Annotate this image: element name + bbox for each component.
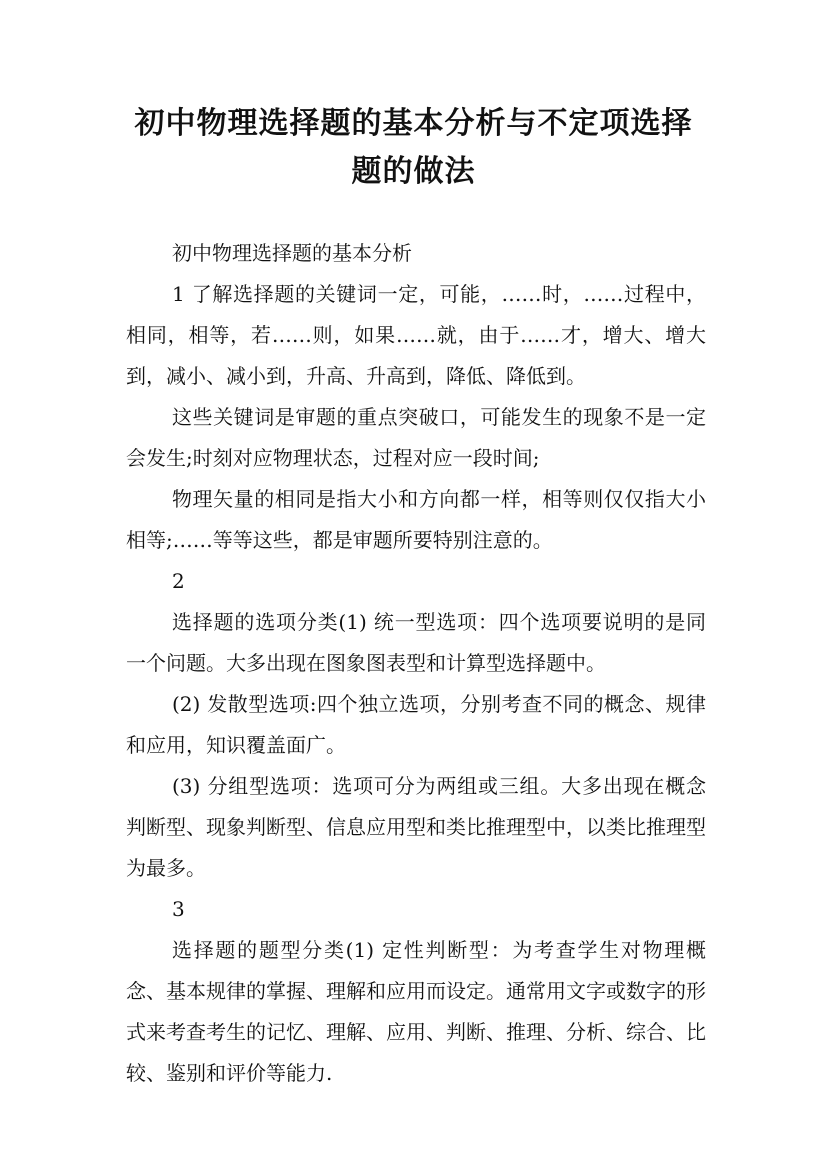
section-number-2: 2 (172, 569, 185, 593)
paragraph-grouped-options: (3) 分组型选项：选项可分为两组或三组。大多出现在概念判断型、现象判断型、信息应用型和类比推理型中，以类比推理型为最多。 (126, 774, 706, 880)
paragraph-divergent-options: (2) 发散型选项:四个独立选项，分别考查不同的概念、规律和应用，知识覆盖面广。 (126, 692, 706, 757)
section-number-3: 3 (172, 897, 185, 921)
paragraph-intro-heading: 初中物理选择题的基本分析 (172, 241, 412, 265)
document-title (110, 100, 717, 196)
title-line-2: 题的做法 (351, 154, 476, 189)
paragraph-vector-note: 物理矢量的相同是指大小和方向都一样，相等则仅仅指大小相等;……等等这些，都是审题所要特别注意的。 (126, 487, 706, 552)
document-body (126, 233, 706, 1094)
paragraph-option-classification: 选择题的选项分类(1) 统一型选项：四个选项要说明的是同一个问题。大多出现在图象图表型和计算型选择题中。 (126, 610, 706, 675)
paragraph-keywords: 1 了解选择题的关键词一定，可能，……时，……过程中，相同，相等，若……则，如果……就，由于……才，增大、增大到，减小、减小到，升高、升高到，降低、降低到。 (126, 282, 706, 388)
title-line-1: 初中物理选择题的基本分析与不定项选择 (134, 106, 693, 141)
paragraph-keywords-note: 这些关键词是审题的重点突破口，可能发生的现象不是一定会发生;时刻对应物理状态，过程对应一段时间; (126, 405, 706, 470)
paragraph-question-types: 选择题的题型分类(1) 定性判断型：为考查学生对物理概念、基本规律的掌握、理解和应用而设定。通常用文字或数字的形式来考查考生的记忆、理解、应用、判断、推理、分析、综合、比较、鉴别和评价等能力. (126, 938, 706, 1085)
